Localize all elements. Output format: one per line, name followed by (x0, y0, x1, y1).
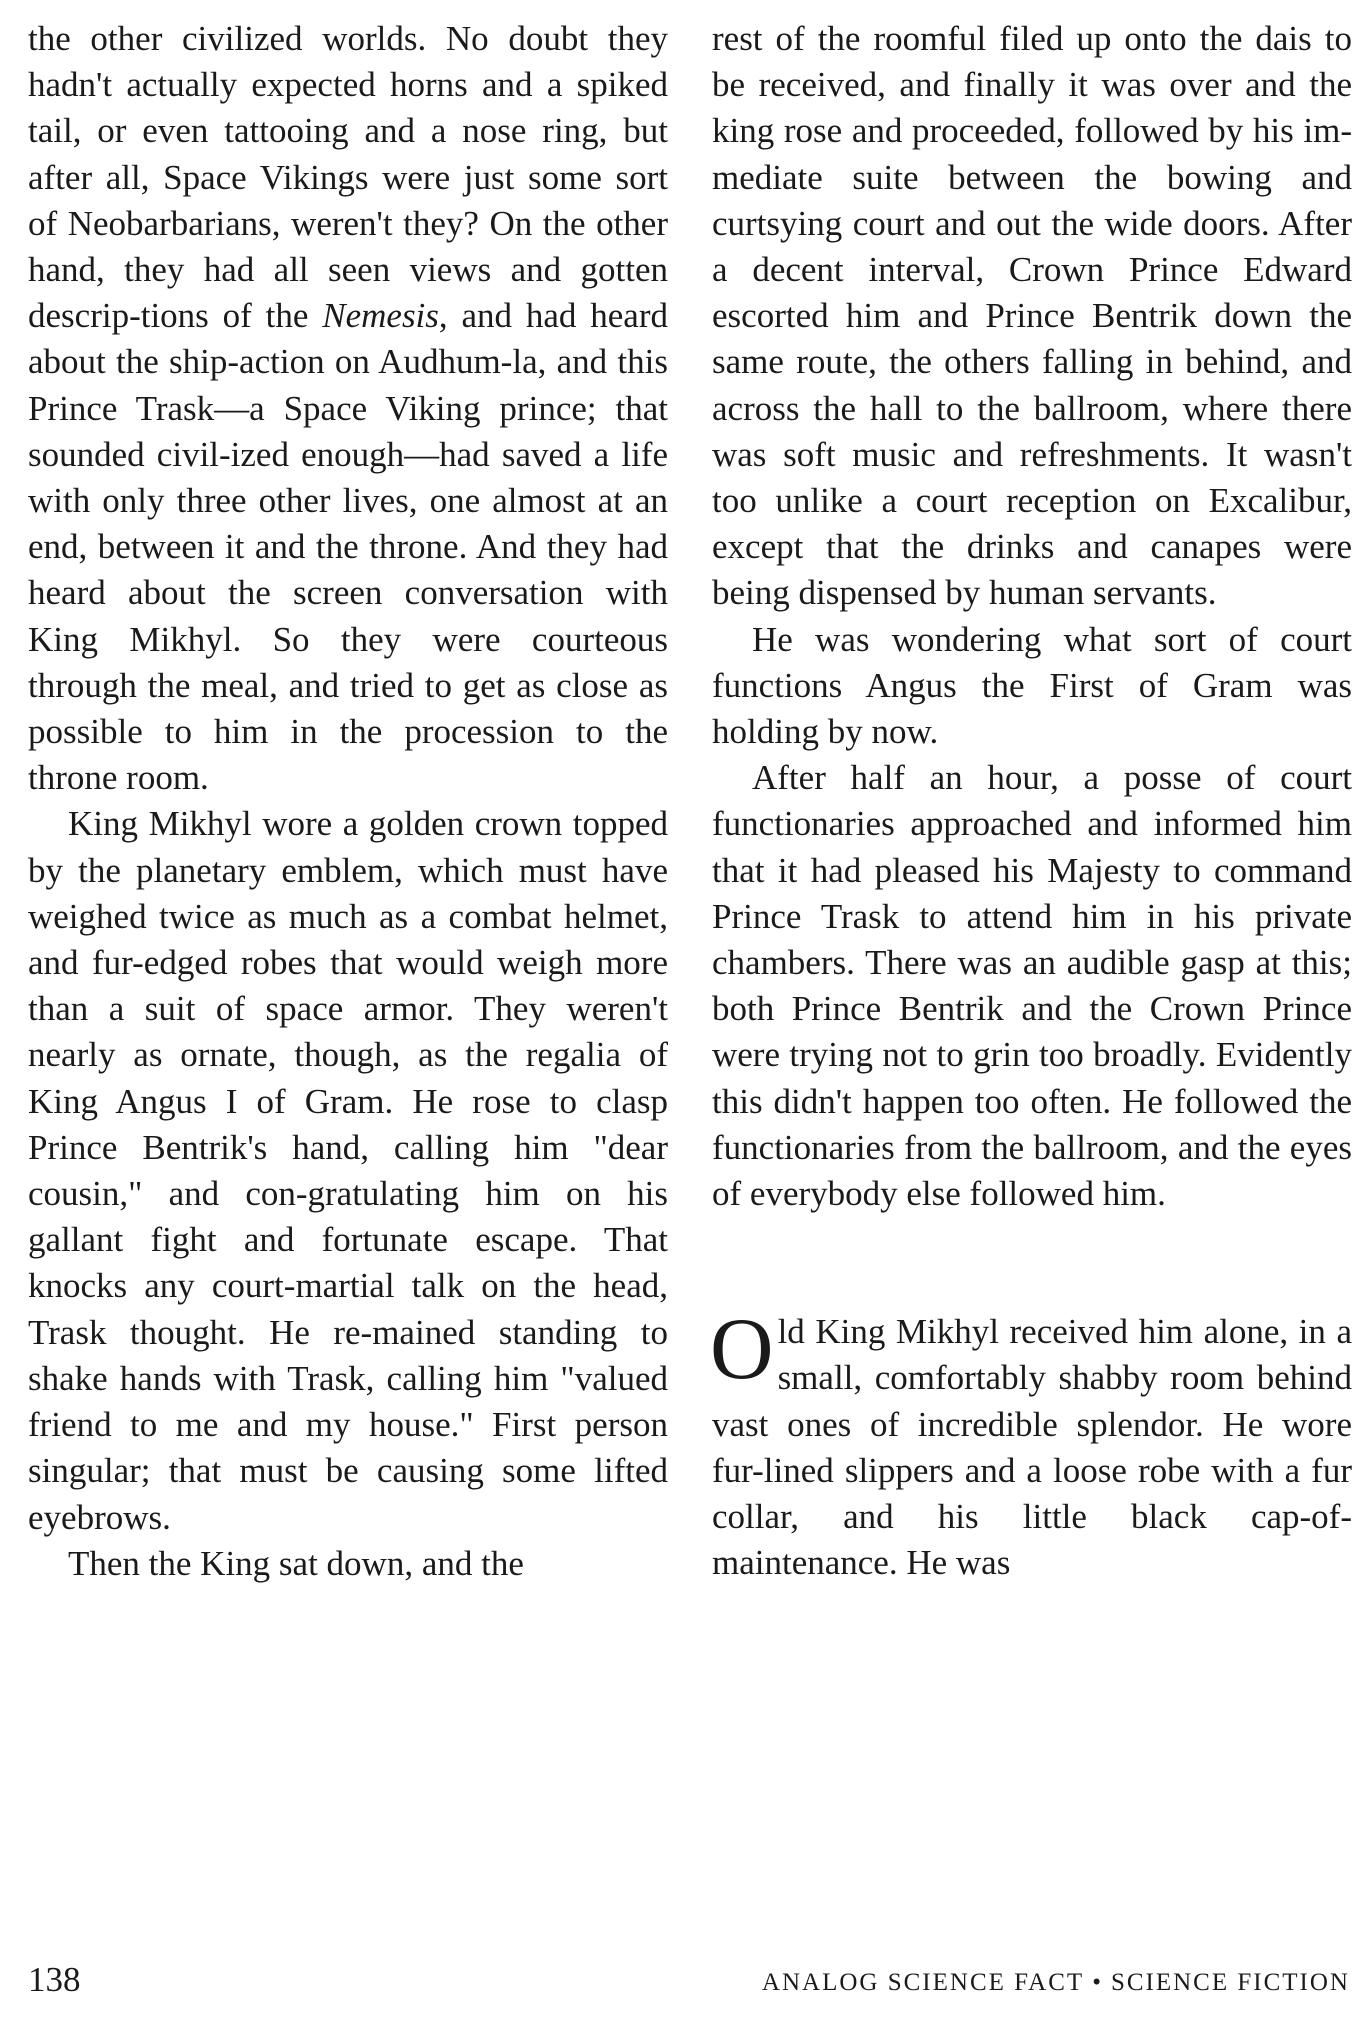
paragraph: After half an hour, a posse of court functionaries approached and informed him that it had pleased his Majesty to command Prince Trask to attend him in his private chambers. There was an audible gasp at this; both Prince Bentrik and the Crown Prince were trying not to grin too broadly. Evidently this didn't happen too often. He followed the functionaries from the ballroom, and the eyes of everybody else followed him. (712, 758, 1352, 1214)
magazine-title: ANALOG SCIENCE FACT (761, 1969, 1085, 1996)
ship-name: Nemesis (322, 296, 439, 336)
bullet-separator: • (1092, 1969, 1103, 1996)
right-column (712, 16, 1352, 1587)
drop-cap: O (710, 1301, 774, 1399)
paragraph: Then the King sat down, and the (68, 1543, 524, 1583)
page-number: 138 (28, 1960, 81, 1999)
section-break (712, 1217, 1352, 1309)
running-footer (762, 1966, 1350, 2000)
paragraph-text: ld King Mikhyl received him alone, in a small, comfortably shabby room behind vast ones of incredible splendor. He wore fur-lined slippers and a loose robe with a fur collar, and his little black cap-of-maintenance. He was (712, 1312, 1352, 1583)
paragraph-text: the other civilized worlds. No doubt they hadn't actually expected horns and a spiked tail, or even tattooing and a nose ring, but after all, Space Vikings were just some sort of Neobarbarians, weren't they? On the other hand, they had all seen views and gotten descrip-tions of the (28, 19, 668, 336)
paragraph: He was wondering what sort of court functions Angus the First of Gram was holding by now. (712, 619, 1352, 752)
paragraph-text: , and had heard about the ship-action on Audhum-la, and this Prince Trask—a Space Viking prince; that sounded civil-ized enough—had saved a life with only three other lives, one almost at an end, between it and the throne. And they had heard about the screen conversation with King Mikhyl. So they were courteous through the meal, and tried to get as close as possible to him in the procession to the throne room. (28, 296, 668, 798)
left-column (28, 16, 668, 1587)
paragraph: rest of the roomful filed up onto the dais to be received, and finally it was over and the king rose and proceeded, followed by his im-mediate suite between the bowing and curtsying court and out the wide doors. After a decent interval, Crown Prince Edward escorted him and Prince Bentrik down the same route, the others falling in behind, and across the hall to the ballroom, where there was soft music and refreshments. It wasn't too unlike a court reception on Excalibur, except that the drinks and canapes were being dispensed by human servants. (712, 19, 1352, 613)
paragraph-with-drop-cap (710, 1301, 1352, 1586)
paragraph (28, 16, 668, 801)
magazine-subtitle: SCIENCE FICTION (1110, 1969, 1350, 1996)
paragraph: King Mikhyl wore a golden crown topped by the planetary emblem, which must have weighed twice as much as a combat helmet, and fur-edged robes that would weigh more than a suit of space armor. They weren't nearly as ornate, though, as the regalia of King Angus I of Gram. He rose to clasp Prince Bentrik's hand, calling him "dear cousin," and con-gratulating him on his gallant fight and fortunate escape. That knocks any court-martial talk on the head, Trask thought. He re-mained standing to shake hands with Trask, calling him "valued friend to me and my house." First person singular; that must be causing some lifted eyebrows. (28, 804, 668, 1537)
